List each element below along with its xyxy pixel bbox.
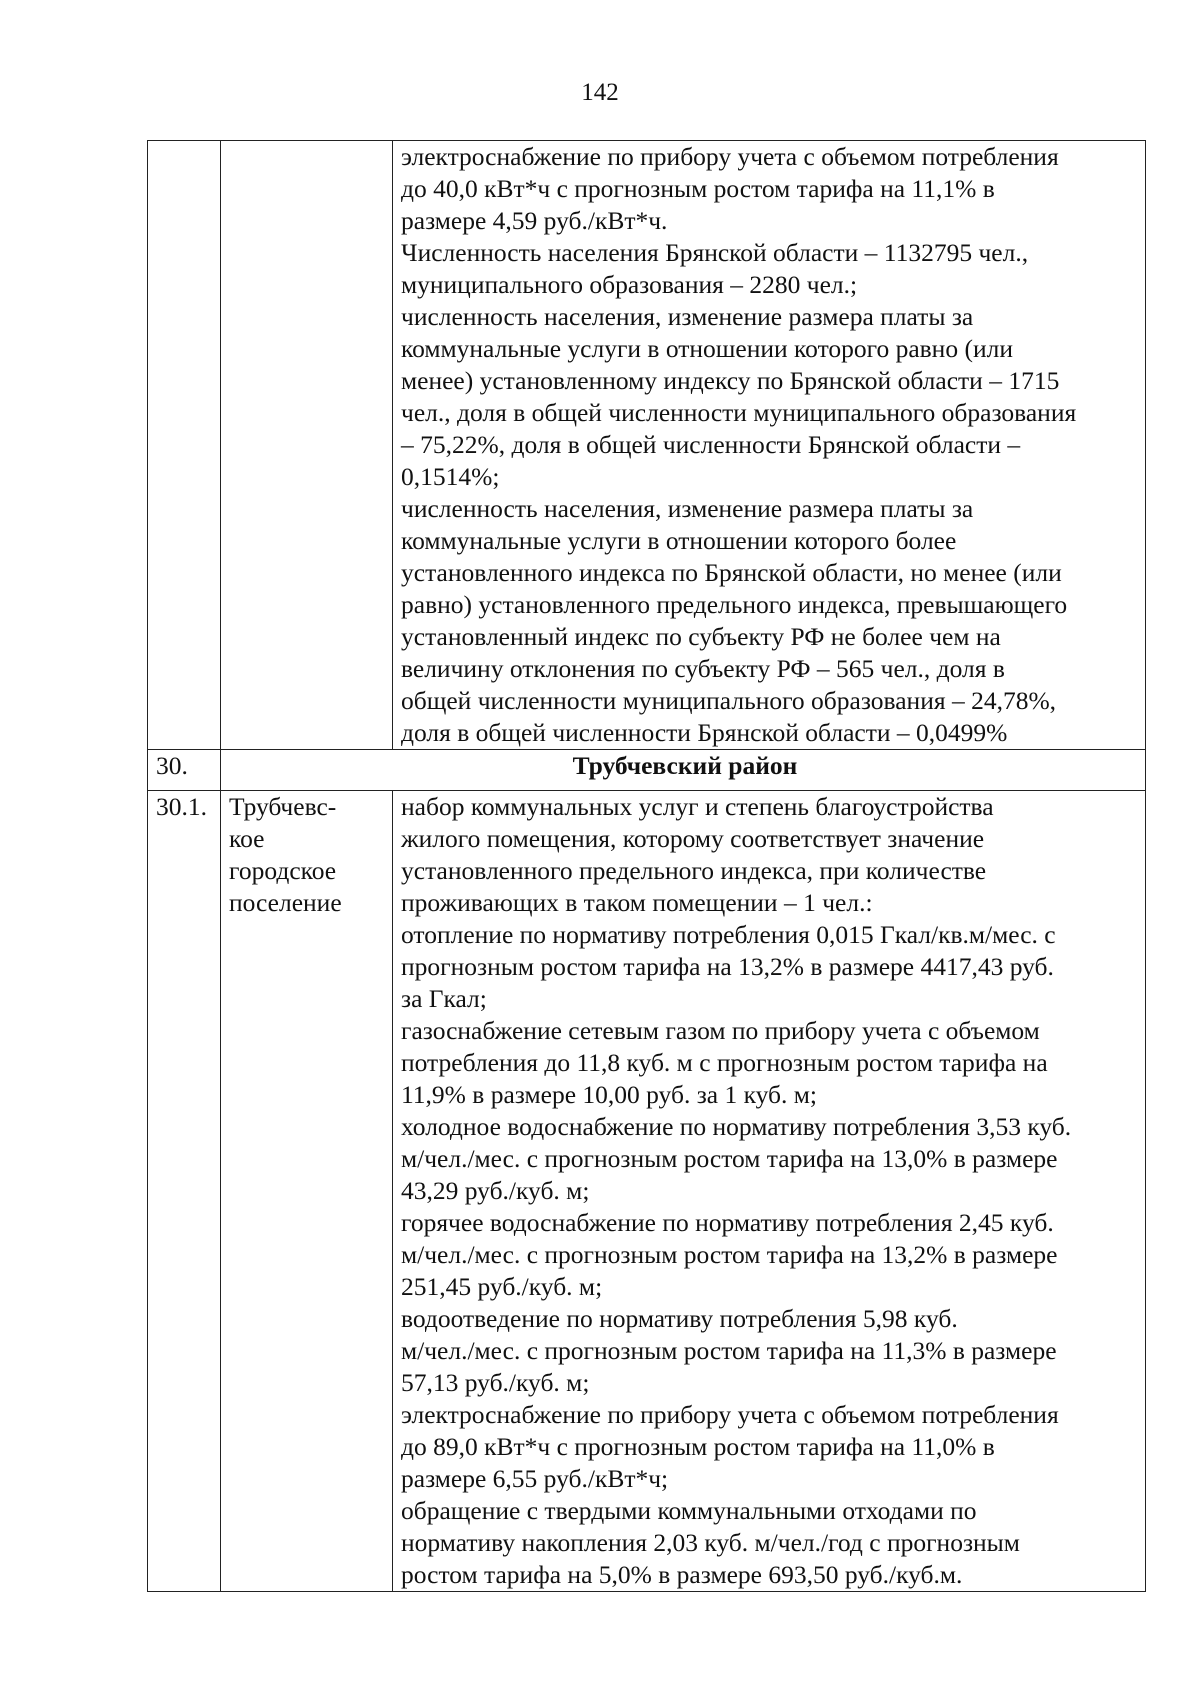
- continuation-row: [148, 141, 1146, 750]
- settlement-row: [148, 791, 1146, 1592]
- continuation-content-cell: [393, 141, 1146, 750]
- text-line: равно) установленного предельного индекса, превышающего: [401, 590, 1068, 619]
- text-line: нормативу накопления 2,03 куб. м/чел./год с прогнозным: [401, 1528, 1020, 1557]
- text-line: водоотведение по нормативу потребления 5,98 куб.: [401, 1304, 958, 1333]
- text-line: обращение с твердыми коммунальными отходами по: [401, 1496, 977, 1525]
- text-line: 57,13 руб./куб. м;: [401, 1368, 590, 1397]
- text-line: 251,45 руб./куб. м;: [401, 1272, 603, 1301]
- text-line: прогнозным ростом тарифа на 13,2% в размере 4417,43 руб.: [401, 952, 1054, 981]
- text-line: доля в общей численности Брянской области – 0,0499%: [401, 718, 1008, 747]
- settlement-name-line: городское: [229, 856, 337, 885]
- text-line: 11,9% в размере 10,00 руб. за 1 куб. м;: [401, 1080, 817, 1109]
- text-line: отопление по нормативу потребления 0,015 Гкал/кв.м/мес. с: [401, 920, 1056, 949]
- text-line: Численность населения Брянской области – 1132795 чел.,: [401, 238, 1029, 267]
- text-line: электроснабжение по прибору учета с объемом потребления: [401, 1400, 1059, 1429]
- text-line: холодное водоснабжение по нормативу потребления 3,53 куб.: [401, 1112, 1072, 1141]
- text-line: менее) установленному индексу по Брянской области – 1715: [401, 366, 1060, 395]
- text-line: ростом тарифа на 5,0% в размере 693,50 руб./куб.м.: [401, 1560, 963, 1589]
- text-line: установленного предельного индекса, при количестве: [401, 856, 987, 885]
- continuation-number-cell: [148, 141, 221, 750]
- text-line: проживающих в таком помещении – 1 чел.:: [401, 888, 873, 917]
- text-line: набор коммунальных услуг и степень благоустройства: [401, 792, 994, 821]
- text-line: до 40,0 кВт*ч с прогнозным ростом тарифа на 11,1% в: [401, 174, 995, 203]
- text-line: коммунальные услуги в отношении которого более: [401, 526, 957, 555]
- page-number: 142: [581, 79, 619, 106]
- continuation-settlement-cell: [221, 141, 393, 750]
- text-line: численность населения, изменение размера платы за: [401, 302, 974, 331]
- text-line: установленного индекса по Брянской области, но менее (или: [401, 558, 1062, 587]
- text-line: потребления до 11,8 куб. м с прогнозным ростом тарифа на: [401, 1048, 1048, 1077]
- settlement-content-cell: [393, 791, 1146, 1592]
- text-line: установленный индекс по субъекту РФ не более чем на: [401, 622, 1001, 651]
- text-line: величину отклонения по субъекту РФ – 565 чел., доля в: [401, 654, 1005, 683]
- text-line: до 89,0 кВт*ч с прогнозным ростом тарифа на 11,0% в: [401, 1432, 995, 1461]
- text-line: общей численности муниципального образования – 24,78%,: [401, 686, 1057, 715]
- settlement-number: 30.1.: [148, 791, 221, 1592]
- text-line: чел., доля в общей численности муниципального образования: [401, 398, 1077, 427]
- text-line: размере 6,55 руб./кВт*ч;: [401, 1464, 669, 1493]
- settlement-name-line: кое: [229, 824, 265, 853]
- text-line: м/чел./мес. с прогнозным ростом тарифа на 13,0% в размере: [401, 1144, 1058, 1173]
- text-line: газоснабжение сетевым газом по прибору учета с объемом: [401, 1016, 1040, 1045]
- tariff-table: [147, 140, 1146, 1592]
- settlement-name-line: Трубчевс-: [229, 792, 337, 821]
- text-line: м/чел./мес. с прогнозным ростом тарифа на 13,2% в размере: [401, 1240, 1058, 1269]
- text-line: – 75,22%, доля в общей численности Брянской области –: [401, 430, 1021, 459]
- district-title: Трубчевский район: [221, 750, 1146, 791]
- text-line: горячее водоснабжение по нормативу потребления 2,45 куб.: [401, 1208, 1054, 1237]
- district-row: [148, 750, 1146, 791]
- text-line: 43,29 руб./куб. м;: [401, 1176, 590, 1205]
- text-line: м/чел./мес. с прогнозным ростом тарифа на 11,3% в размере: [401, 1336, 1057, 1365]
- text-line: электроснабжение по прибору учета с объемом потребления: [401, 142, 1059, 171]
- text-line: 0,1514%;: [401, 462, 500, 491]
- text-line: жилого помещения, которому соответствует значение: [401, 824, 985, 853]
- text-line: за Гкал;: [401, 984, 487, 1013]
- settlement-name-line: поселение: [229, 888, 342, 917]
- text-line: муниципального образования – 2280 чел.;: [401, 270, 858, 299]
- settlement-name-cell: [221, 791, 393, 1592]
- district-number: 30.: [148, 750, 221, 791]
- text-line: численность населения, изменение размера платы за: [401, 494, 974, 523]
- text-line: коммунальные услуги в отношении которого равно (или: [401, 334, 1013, 363]
- text-line: размере 4,59 руб./кВт*ч.: [401, 206, 668, 235]
